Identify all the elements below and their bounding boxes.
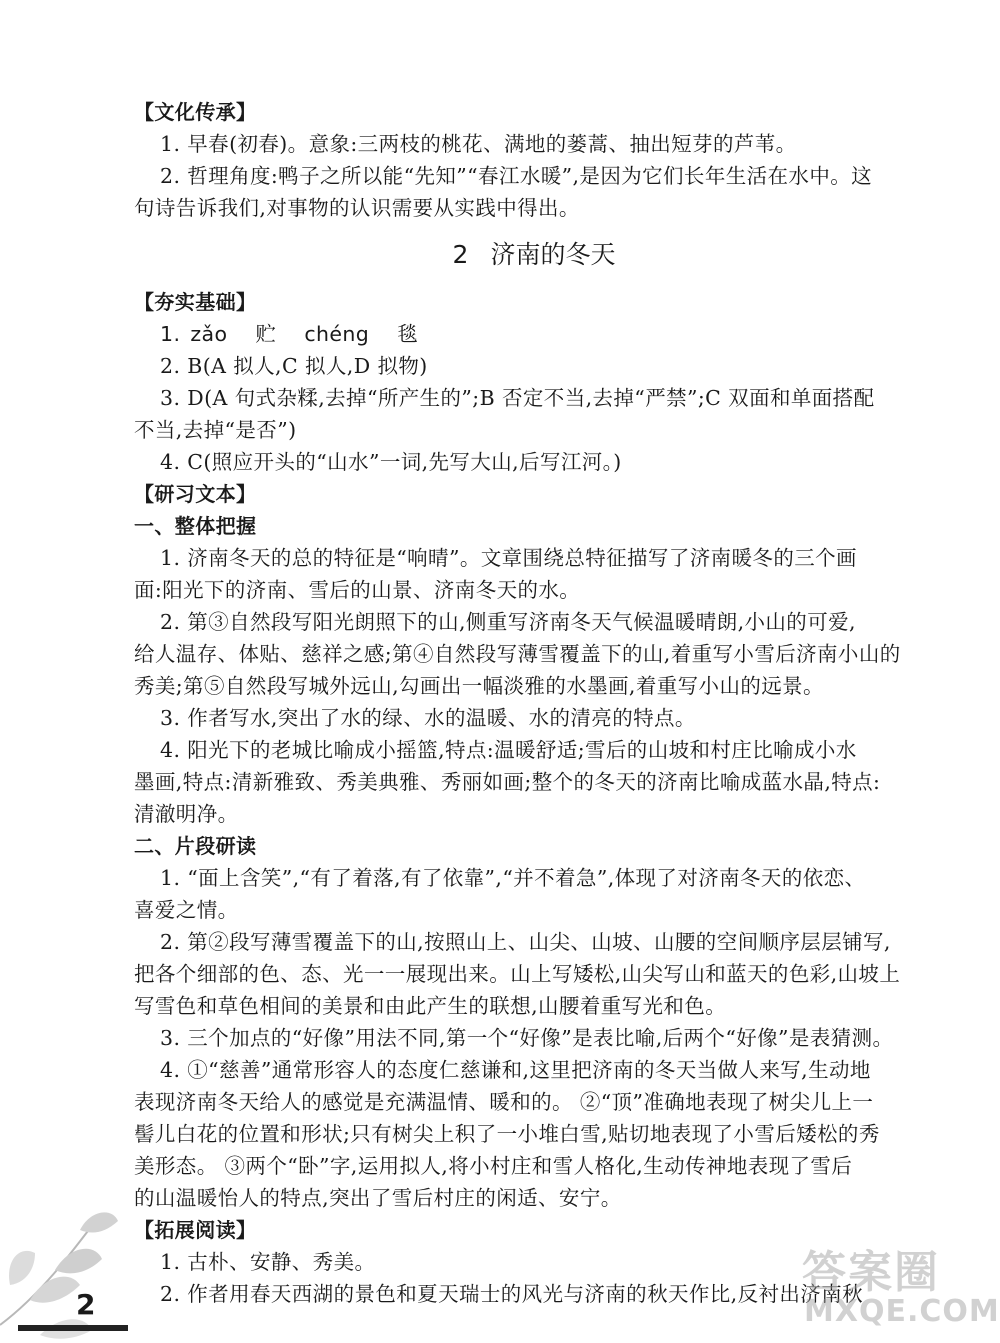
pinyin-item: zǎo xyxy=(190,322,228,346)
pinyin-answer-line xyxy=(134,318,894,350)
watermark-url: MXQE.COM xyxy=(804,1294,1000,1329)
answer-line: 4. 阳光下的老城比喻成小摇篮,特点:温暖舒适;雪后的山坡和村庄比喻成小水 xyxy=(160,738,857,762)
pinyin-item: chéng xyxy=(304,322,370,346)
answer-line: 美形态。 ③两个“卧”字,运用拟人,将小村庄和雪人格化,生动传神地表现了雪后 xyxy=(134,1154,853,1178)
answer-line: 2. 第③自然段写阳光朗照下的山,侧重写济南冬天气候温暖晴朗,小山的可爱, xyxy=(160,610,856,634)
lesson-number: 2 xyxy=(452,240,469,269)
lesson-title-text: 济南的冬天 xyxy=(490,240,616,269)
answer-line: 2. B(A 拟人,C 拟人,D 拟物) xyxy=(160,354,428,378)
answer-line: 2. 哲理角度:鸭子之所以能“先知”“春江水暖”,是因为它们长年生活在水中。这 xyxy=(160,164,873,188)
answer-line: 清澈明净。 xyxy=(134,802,239,826)
pinyin-item: 毯 xyxy=(397,322,419,346)
answer-line: 秀美;第⑤自然段写城外远山,勾画出一幅淡雅的水墨画,着重写小山的远景。 xyxy=(134,674,824,698)
lesson-title xyxy=(134,224,894,286)
watermark-logo xyxy=(782,1228,1000,1338)
section-header-study: 【研习文本】 xyxy=(134,482,257,506)
section-header-culture: 【文化传承】 xyxy=(134,100,257,124)
answer-line: 2. 作者用春天西湖的景色和夏天瑞士的风光与济南的秋天作比,反衬出济南秋 xyxy=(160,1282,863,1306)
page-number: 2 xyxy=(76,1288,96,1321)
section-header-extension: 【拓展阅读】 xyxy=(134,1218,257,1242)
answer-line: 髻儿白花的位置和形状;只有树尖上积了一小堆白雪,贴切地表现了小雪后矮松的秀 xyxy=(134,1122,880,1146)
answer-line: 4. C(照应开头的“山水”一词,先写大山,后写江河。) xyxy=(160,450,622,474)
answer-line: 给人温存、体贴、慈祥之感;第④自然段写薄雪覆盖下的山,着重写小雪后济南小山的 xyxy=(134,642,901,666)
answer-line: 墨画,特点:清新雅致、秀美典雅、秀丽如画;整个的冬天的济南比喻成蓝水晶,特点: xyxy=(134,770,881,794)
answer-line: 3. 三个加点的“好像”用法不同,第一个“好像”是表比喻,后两个“好像”是表猜测。 xyxy=(160,1026,894,1050)
answer-line: 不当,去掉“是否”) xyxy=(134,418,297,442)
answer-line: 句诗告诉我们,对事物的认识需要从实践中得出。 xyxy=(134,196,580,220)
leaf-branch-decoration xyxy=(0,1175,150,1343)
page-number-bar xyxy=(18,1325,128,1331)
answer-line: 写雪色和草色相间的美景和由此产生的联想,山腰着重写光和色。 xyxy=(134,994,727,1018)
watermark-text: 答案圈 xyxy=(802,1247,940,1298)
answer-line: 表现济南冬天给人的感觉是充满温情、暖和的。 ②“顶”准确地表现了树尖儿上一 xyxy=(134,1090,874,1114)
section-header-basics: 【夯实基础】 xyxy=(134,290,257,314)
answer-line: 的山温暖怡人的特点,突出了雪后村庄的闲适、安宁。 xyxy=(134,1186,622,1210)
answer-line: 1. 古朴、安静、秀美。 xyxy=(160,1250,376,1274)
answer-line: 1. 早春(初春)。意象:三两枝的桃花、满地的蒌蒿、抽出短芽的芦苇。 xyxy=(160,132,797,156)
answer-line: 把各个细部的色、态、光一一展现出来。山上写矮松,山尖写山和蓝天的色彩,山坡上 xyxy=(134,962,901,986)
subsection-header: 二、片段研读 xyxy=(134,834,257,858)
subsection-header: 一、整体把握 xyxy=(134,514,257,538)
answer-line: 1. “面上含笑”,“有了着落,有了依靠”,“并不着急”,体现了对济南冬天的依恋、 xyxy=(160,866,866,890)
answer-content xyxy=(134,96,901,1310)
answer-line: 3. D(A 句式杂糅,去掉“所产生的”;B 否定不当,去掉“严禁”;C 双面和单面搭配 xyxy=(160,386,875,410)
answer-line: 3. 作者写水,突出了水的绿、水的温暖、水的清亮的特点。 xyxy=(160,706,696,730)
answer-line: 2. 第②段写薄雪覆盖下的山,按照山上、山尖、山坡、山腰的空间顺序层层铺写, xyxy=(160,930,891,954)
answer-line: 喜爱之情。 xyxy=(134,898,239,922)
answer-line: 面:阳光下的济南、雪后的山景、济南冬天的水。 xyxy=(134,578,581,602)
answer-line: 4. ①“慈善”通常形容人的态度仁慈谦和,这里把济南的冬天当做人来写,生动地 xyxy=(160,1058,871,1082)
answer-line: 1. 济南冬天的总的特征是“响晴”。文章围绕总特征描写了济南暖冬的三个画 xyxy=(160,546,857,570)
item-number: 1. xyxy=(160,322,181,346)
pinyin-item: 贮 xyxy=(255,322,277,346)
